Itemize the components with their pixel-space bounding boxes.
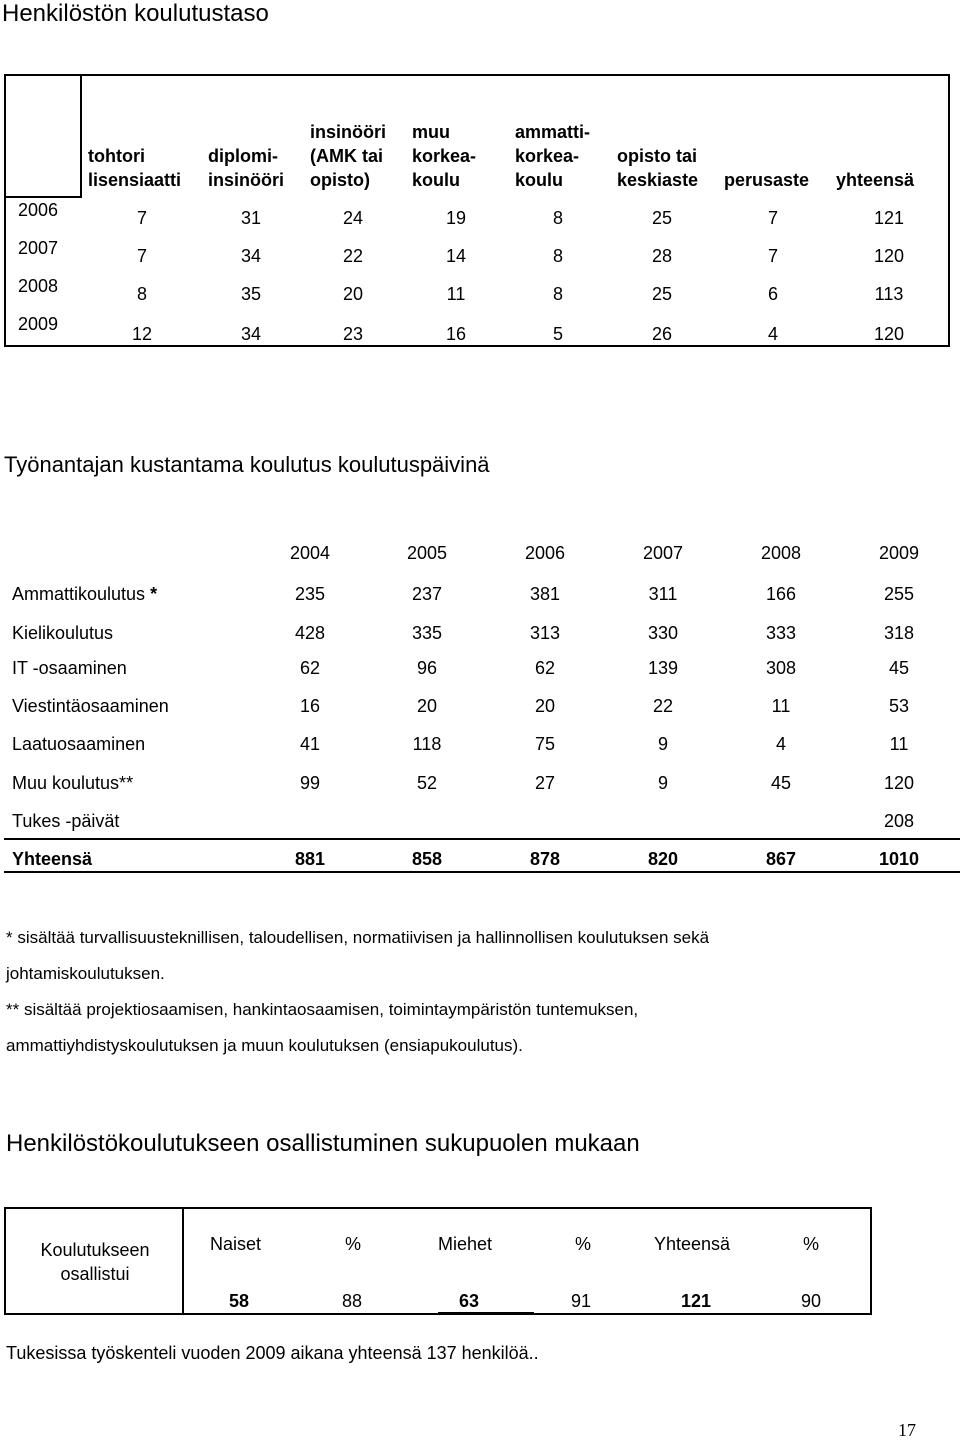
footnote-line: ammattiyhdistyskoulutuksen ja muun koulutuksen (ensiapukoulutus).	[6, 1036, 523, 1055]
year-header: 2006	[524, 543, 566, 563]
table-cell: 16	[299, 696, 321, 716]
row-label: IT -osaaminen	[12, 658, 127, 678]
table-cell: 235	[294, 584, 326, 604]
table-cell: 4	[775, 734, 786, 754]
table-cell: 7	[767, 246, 778, 266]
table-cell: 313	[529, 623, 561, 643]
year-header: 2007	[642, 543, 684, 563]
total-cell: 867	[765, 849, 797, 869]
table-cell: 7	[767, 208, 778, 228]
value-naiset-percent: 88	[342, 1291, 363, 1311]
table-cell: 8	[552, 208, 563, 228]
header-percent: %	[803, 1234, 820, 1254]
header-yhteensa: Yhteensä	[654, 1234, 731, 1254]
section1-title: Henkilöstön koulutustaso	[2, 0, 269, 27]
year-header: 2009	[878, 543, 920, 563]
table-cell: 11	[771, 696, 791, 716]
table-cell: 120	[873, 324, 905, 344]
table-cell: 139	[647, 658, 679, 678]
total-cell: 1010	[878, 849, 920, 869]
table-cell: 14	[445, 246, 467, 266]
table-cell: 335	[411, 623, 443, 643]
table-cell: 8	[552, 284, 563, 304]
total-cell: 878	[529, 849, 561, 869]
table-cell: 9	[657, 773, 668, 793]
table-cell: 318	[883, 623, 915, 643]
header-miehet: Miehet	[438, 1234, 493, 1254]
table-cell: 166	[765, 584, 797, 604]
table-cell: 8	[136, 284, 147, 304]
footnote-line: * sisältää turvallisuusteknillisen, taloudellisen, normatiivisen ja hallinnollisen koulutuksen sekä	[6, 928, 710, 947]
table-cell: 7	[136, 208, 147, 228]
header-percent: %	[575, 1234, 592, 1254]
table-cell: 12	[131, 324, 153, 344]
table-cell: 11	[889, 734, 909, 754]
table-cell: 4	[767, 324, 778, 344]
table-cell: 26	[651, 324, 673, 344]
table-cell: 62	[534, 658, 556, 678]
page-number: 17	[898, 1420, 916, 1440]
table-cell: 121	[873, 208, 905, 228]
table-cell: 45	[770, 773, 792, 793]
table-cell: 75	[534, 734, 556, 754]
value-miehet: 63	[459, 1291, 480, 1311]
table-cell: 208	[883, 811, 915, 831]
col-header-insinoori: insinööri (AMK tai opisto)	[310, 122, 386, 190]
total-cell: 858	[411, 849, 443, 869]
header-percent: %	[345, 1234, 362, 1254]
col-header-tohtori: tohtori lisensiaatti	[88, 146, 182, 190]
total-bottom-line	[4, 871, 960, 873]
col-header-opisto: opisto tai keskiaste	[617, 146, 699, 190]
year-header: 2004	[289, 543, 331, 563]
col-header-muu-korkeakoulu: muu korkea- koulu	[412, 122, 477, 190]
table-cell: 45	[888, 658, 910, 678]
year-header: 2008	[760, 543, 802, 563]
table-cell: 120	[883, 773, 915, 793]
table-cell: 428	[294, 623, 326, 643]
table-cell: 381	[529, 584, 561, 604]
table-cell: 9	[657, 734, 668, 754]
table-cell: 6	[767, 284, 778, 304]
table-cell: 99	[299, 773, 321, 793]
year-2006: 2006	[18, 200, 59, 220]
table-cell: 41	[299, 734, 321, 754]
table-cell: 34	[240, 246, 262, 266]
year-header: 2005	[406, 543, 448, 563]
row-label: Tukes -päivät	[12, 811, 120, 831]
table-cell: 20	[342, 284, 364, 304]
table-cell: 53	[888, 696, 910, 716]
footnote-line: johtamiskoulutuksen.	[6, 964, 165, 983]
year-2008: 2008	[18, 276, 59, 296]
table-cell: 8	[552, 246, 563, 266]
table-cell: 34	[240, 324, 262, 344]
row-label: Kielikoulutus	[12, 623, 114, 643]
table-cell: 52	[416, 773, 438, 793]
row-label: Viestintäosaaminen	[12, 696, 169, 716]
table-cell: 113	[874, 284, 904, 304]
table-cell: 311	[648, 584, 678, 604]
table-cell: 19	[445, 208, 467, 228]
col-header-diplomi: diplomi- insinööri	[208, 146, 284, 190]
footer-text: Tukesissa työskenteli vuoden 2009 aikana yhteensä 137 henkilöä..	[6, 1343, 539, 1363]
table-cell: 62	[299, 658, 321, 678]
value-yhteensa: 121	[681, 1291, 712, 1311]
value-naiset: 58	[229, 1291, 250, 1311]
table-cell: 118	[412, 734, 442, 754]
table-cell: 23	[342, 324, 364, 344]
year-2009: 2009	[18, 314, 59, 334]
footnote-line: ** sisältää projektiosaamisen, hankintaosaamisen, toimintaympäristön tuntemuksen,	[6, 1000, 639, 1019]
col-header-ammattikorkeakoulu: ammatti- korkea- koulu	[515, 122, 591, 190]
col-header-yhteensa: yhteensä	[836, 170, 915, 190]
row-label: Muu koulutus**	[12, 773, 134, 793]
table-cell: 25	[651, 208, 673, 228]
header-naiset: Naiset	[210, 1234, 262, 1254]
table-cell: 120	[873, 246, 905, 266]
table-cell: 27	[534, 773, 556, 793]
table-cell: 237	[411, 584, 443, 604]
year-2007: 2007	[18, 238, 59, 258]
table-cell: 330	[647, 623, 679, 643]
table-cell: 22	[342, 246, 364, 266]
gender-table-divider	[182, 1207, 184, 1315]
table-cell: 24	[342, 208, 364, 228]
total-cell: 820	[647, 849, 679, 869]
table-cell: 308	[765, 658, 797, 678]
row-label: Laatuosaaminen	[12, 734, 146, 754]
table-cell: 31	[240, 208, 262, 228]
table-cell: 255	[883, 584, 915, 604]
table-cell: 5	[552, 324, 563, 344]
table-cell: 96	[416, 658, 438, 678]
table-cell: 16	[445, 324, 467, 344]
gender-row-label: Koulutukseen osallistui	[40, 1240, 150, 1284]
table-cell: 20	[534, 696, 556, 716]
miehet-underline	[438, 1312, 534, 1314]
table-cell: 20	[416, 696, 438, 716]
section3-title: Henkilöstökoulutukseen osallistuminen sukupuolen mukaan	[6, 1130, 640, 1157]
table-cell: 333	[765, 623, 797, 643]
table-cell: 28	[651, 246, 673, 266]
total-label: Yhteensä	[12, 849, 93, 869]
table-cell: 35	[240, 284, 262, 304]
table-cell: 11	[446, 284, 466, 304]
row-label: Ammattikoulutus *	[12, 584, 158, 604]
table-cell: 22	[652, 696, 674, 716]
total-divider	[4, 838, 960, 840]
table-cell: 25	[651, 284, 673, 304]
table-cell: 7	[136, 246, 147, 266]
footnotes	[6, 920, 956, 1064]
section2-title: Työnantajan kustantama koulutus koulutuspäivinä	[4, 452, 490, 477]
col-header-perusaste: perusaste	[724, 170, 810, 190]
total-cell: 881	[294, 849, 326, 869]
education-table-header-line	[4, 196, 82, 198]
value-yhteensa-percent: 90	[801, 1291, 822, 1311]
value-miehet-percent: 91	[571, 1291, 592, 1311]
education-table-divider	[80, 74, 82, 198]
